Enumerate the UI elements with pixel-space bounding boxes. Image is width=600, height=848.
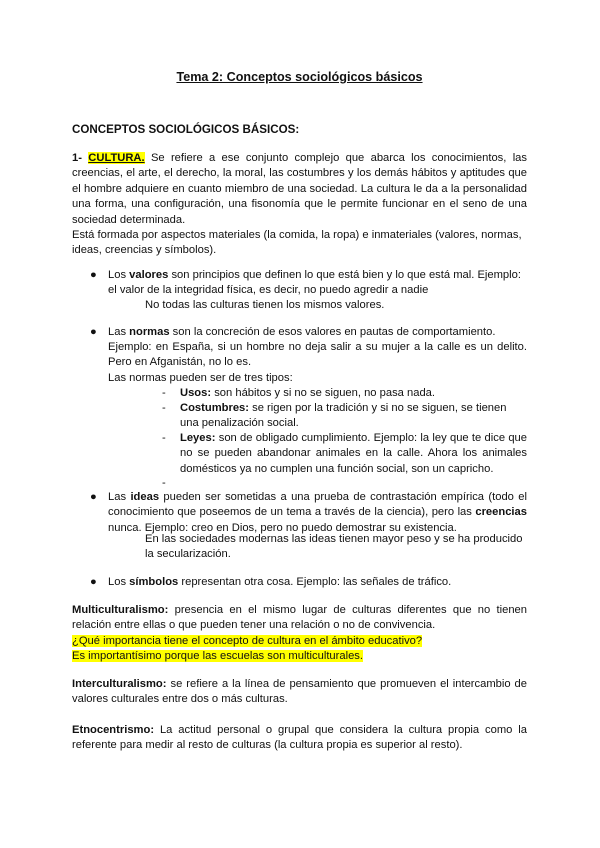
multiculturalismo-term: Multiculturalismo:	[72, 604, 169, 616]
dash-marker: -	[162, 432, 166, 444]
normas-item: Las normas son la concreción de esos valores en pautas de comportamiento.	[108, 326, 496, 338]
cultura-formed-text: Está formada por aspectos materiales (la comida, la ropa) e inmateriales (valores, normas, ideas, creencias y símbolos).	[72, 229, 522, 257]
cultura-paragraph	[72, 151, 527, 228]
cultura-definition: Se refiere a ese conjunto complejo que abarca los conocimientos, las creencias, el arte, el derecho, la moral, las costumbres y los demás hábitos y aptitudes que el hombre adquiere en cuanto miembro de una sociedad. La cultura le da a la personalidad una forma, una configuración, una fisonomía que le permite funcionar en el seno de una sociedad determinada.	[72, 152, 527, 226]
etnocentrismo-term: Etnocentrismo:	[72, 724, 155, 736]
valores-note: No todas las culturas tienen los mismos valores.	[145, 299, 385, 311]
interculturalismo-term: Interculturalismo:	[72, 678, 167, 690]
question-line: ¿Qué importancia tiene el concepto de cultura en el ámbito educativo?	[72, 635, 423, 647]
simbolos-item: Los símbolos representan otra cosa. Ejemplo: las señales de tráfico.	[108, 576, 452, 588]
valores-term: valores	[129, 269, 169, 281]
document-title: Tema 2: Conceptos sociológicos básicos	[176, 70, 423, 84]
section-heading: CONCEPTOS SOCIOLÓGICOS BÁSICOS:	[72, 123, 300, 136]
cultura-number: 1-	[72, 152, 89, 164]
interculturalismo-paragraph: Interculturalismo: se refiere a la línea de pensamiento que promueven el intercambio de valores culturales entre dos o más culturas.	[72, 678, 527, 706]
simbolos-term: símbolos	[129, 576, 179, 588]
valores-item: Los valores son principios que definen lo que está bien y lo que está mal. Ejemplo: el valor de la integridad física, es decir, no puedo agredir a nadie	[108, 269, 521, 297]
bullet-icon: ●	[90, 269, 97, 281]
creencias-term: creencias	[475, 506, 527, 519]
answer-line: Es importantísimo porque las escuelas son multiculturales.	[72, 650, 364, 662]
bullet-icon: ●	[90, 326, 97, 338]
multiculturalismo-paragraph: Multiculturalismo: presencia en el mismo lugar de culturas diferentes que no tienen relación entre ellas o que pueden tener una relación o no de convivencia.	[72, 604, 527, 632]
norma-type-leyes: Leyes: son de obligado cumplimiento. Ejemplo: la ley que te dice que no se pueden abandonar animales en la calle. Ahora los animales domésticos ya no cumplen una función social, son un capricho.	[180, 432, 527, 475]
ideas-note: En las sociedades modernas las ideas tienen mayor peso y se ha producido la secularización.	[145, 533, 523, 561]
bullet-icon: ●	[90, 576, 97, 588]
etnocentrismo-paragraph: Etnocentrismo: La actitud personal o grupal que considera la cultura propia como la referente para medir al resto de culturas (la cultura propia es superior al resto).	[72, 724, 527, 752]
normas-example: Ejemplo: en España, si un hombre no deja salir a su mujer a la calle es un delito. Pero en Afganistán, no lo es.	[108, 341, 527, 369]
bullet-icon: ●	[90, 491, 97, 503]
dash-marker: -	[162, 387, 166, 399]
dash-marker: -	[162, 477, 166, 489]
ideas-term: ideas	[130, 491, 160, 503]
normas-types-intro: Las normas pueden ser de tres tipos:	[108, 372, 293, 384]
norma-type-costumbres: Costumbres: se rigen por la tradición y si no se siguen, se tienen una penalización social.	[180, 402, 507, 430]
cultura-term: CULTURA.	[88, 152, 145, 164]
dash-marker: -	[162, 402, 166, 414]
normas-term: normas	[129, 326, 170, 338]
ideas-item: Las ideas pueden ser sometidas a una prueba de contrastación empírica (todo el conocimiento que poseemos de un tema a través de la ciencia), pero las creencias nunca. Ejemplo: creo en Dios, pero no puedo demostrar su existencia.	[108, 491, 527, 534]
norma-type-usos: Usos: son hábitos y si no se siguen, no pasa nada.	[180, 387, 435, 399]
